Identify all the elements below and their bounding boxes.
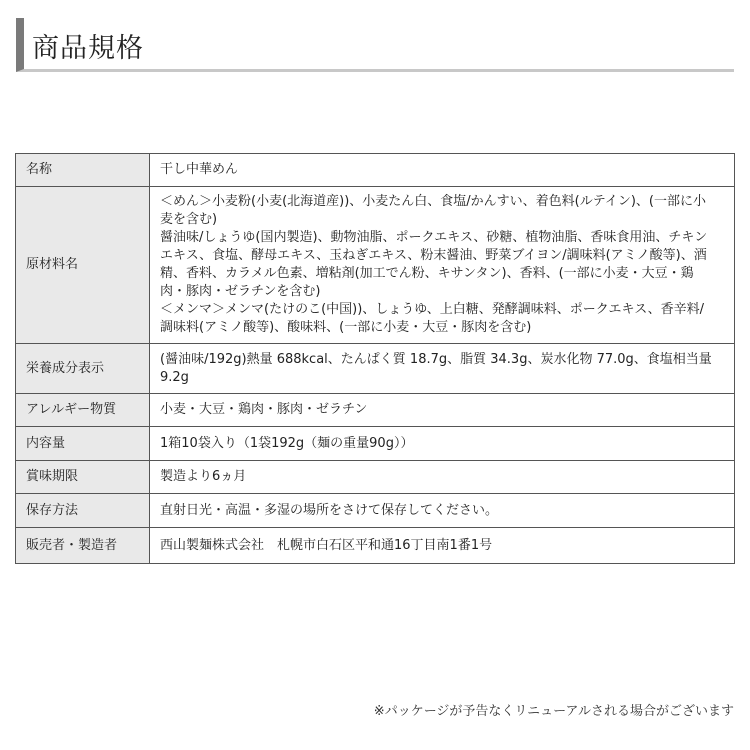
value-line: 1箱10袋入り（1袋192g（麺の重量90g））: [160, 435, 414, 451]
row-value: [150, 344, 735, 394]
value-line: 醤油味/しょうゆ(国内製造)、動物油脂、ポークエキス、砂糖、植物油脂、香味食用油、チキン: [160, 230, 708, 245]
table-row: [16, 154, 735, 187]
row-value: [150, 394, 735, 427]
row-value: [150, 528, 735, 564]
value-line: 9.2g: [160, 369, 189, 385]
table-row: [16, 394, 735, 427]
value-line: 西山製麺株式会社 札幌市白石区平和通16丁目南1番1号: [160, 537, 493, 553]
page-title: 商品規格: [32, 33, 144, 64]
value-line: ＜めん＞小麦粉(小麦(北海道産))、小麦たん白、食塩/かんすい、着色料(ルテイン)、(一部に小: [160, 194, 706, 209]
table-row: [16, 187, 735, 344]
value-line: エキス、食塩、酵母エキス、玉ねぎエキス、粉末醤油、野菜ブイヨン/調味料(アミノ酸等)、酒: [160, 248, 707, 263]
row-value: [150, 154, 735, 187]
table-row: [16, 461, 735, 494]
row-label: 賞味期限: [16, 461, 150, 494]
row-label: 保存方法: [16, 494, 150, 528]
value-line: 直射日光・高温・多湿の場所をさけて保存してください。: [160, 502, 499, 518]
value-line: (醤油味/192g)熱量 688kcal、たんぱく質 18.7g、脂質 34.3g、炭水化物 77.0g、食塩相当量: [160, 351, 712, 367]
value-line: 小麦・大豆・鶏肉・豚肉・ゼラチン: [160, 402, 368, 417]
row-label: 名称: [16, 154, 150, 187]
table-row: [16, 344, 735, 394]
row-label: 内容量: [16, 427, 150, 461]
value-line: 麦を含む): [160, 212, 218, 227]
value-line: 肉・豚肉・ゼラチンを含む): [160, 284, 321, 299]
row-value: [150, 461, 735, 494]
value-line: 調味料(アミノ酸等)、酸味料、(一部に小麦・大豆・豚肉を含む): [160, 320, 532, 335]
row-value: [150, 187, 735, 344]
spec-table: [15, 153, 735, 564]
table-row: [16, 427, 735, 461]
table-row: [16, 494, 735, 528]
value-line: ＜メンマ＞メンマ(たけのこ(中国))、しょうゆ、上白糖、発酵調味料、ポークエキス、香辛料/: [160, 302, 705, 317]
section-header: [16, 18, 734, 72]
table-row: [16, 528, 735, 564]
value-line: 精、香料、カラメル色素、増粘剤(加工でん粉、キサンタン)、香料、(一部に小麦・大豆・鶏: [160, 266, 694, 281]
row-label: 栄養成分表示: [16, 344, 150, 394]
row-label: アレルギー物質: [16, 394, 150, 427]
value-line: 干し中華めん: [160, 162, 239, 177]
row-label: 販売者・製造者: [16, 528, 150, 564]
value-line: 製造より6ヵ月: [160, 469, 247, 484]
row-value: [150, 427, 735, 461]
row-value: [150, 494, 735, 528]
row-label: 原材料名: [16, 187, 150, 344]
footer-note: ※パッケージが予告なくリニューアルされる場合がございます: [373, 704, 734, 719]
